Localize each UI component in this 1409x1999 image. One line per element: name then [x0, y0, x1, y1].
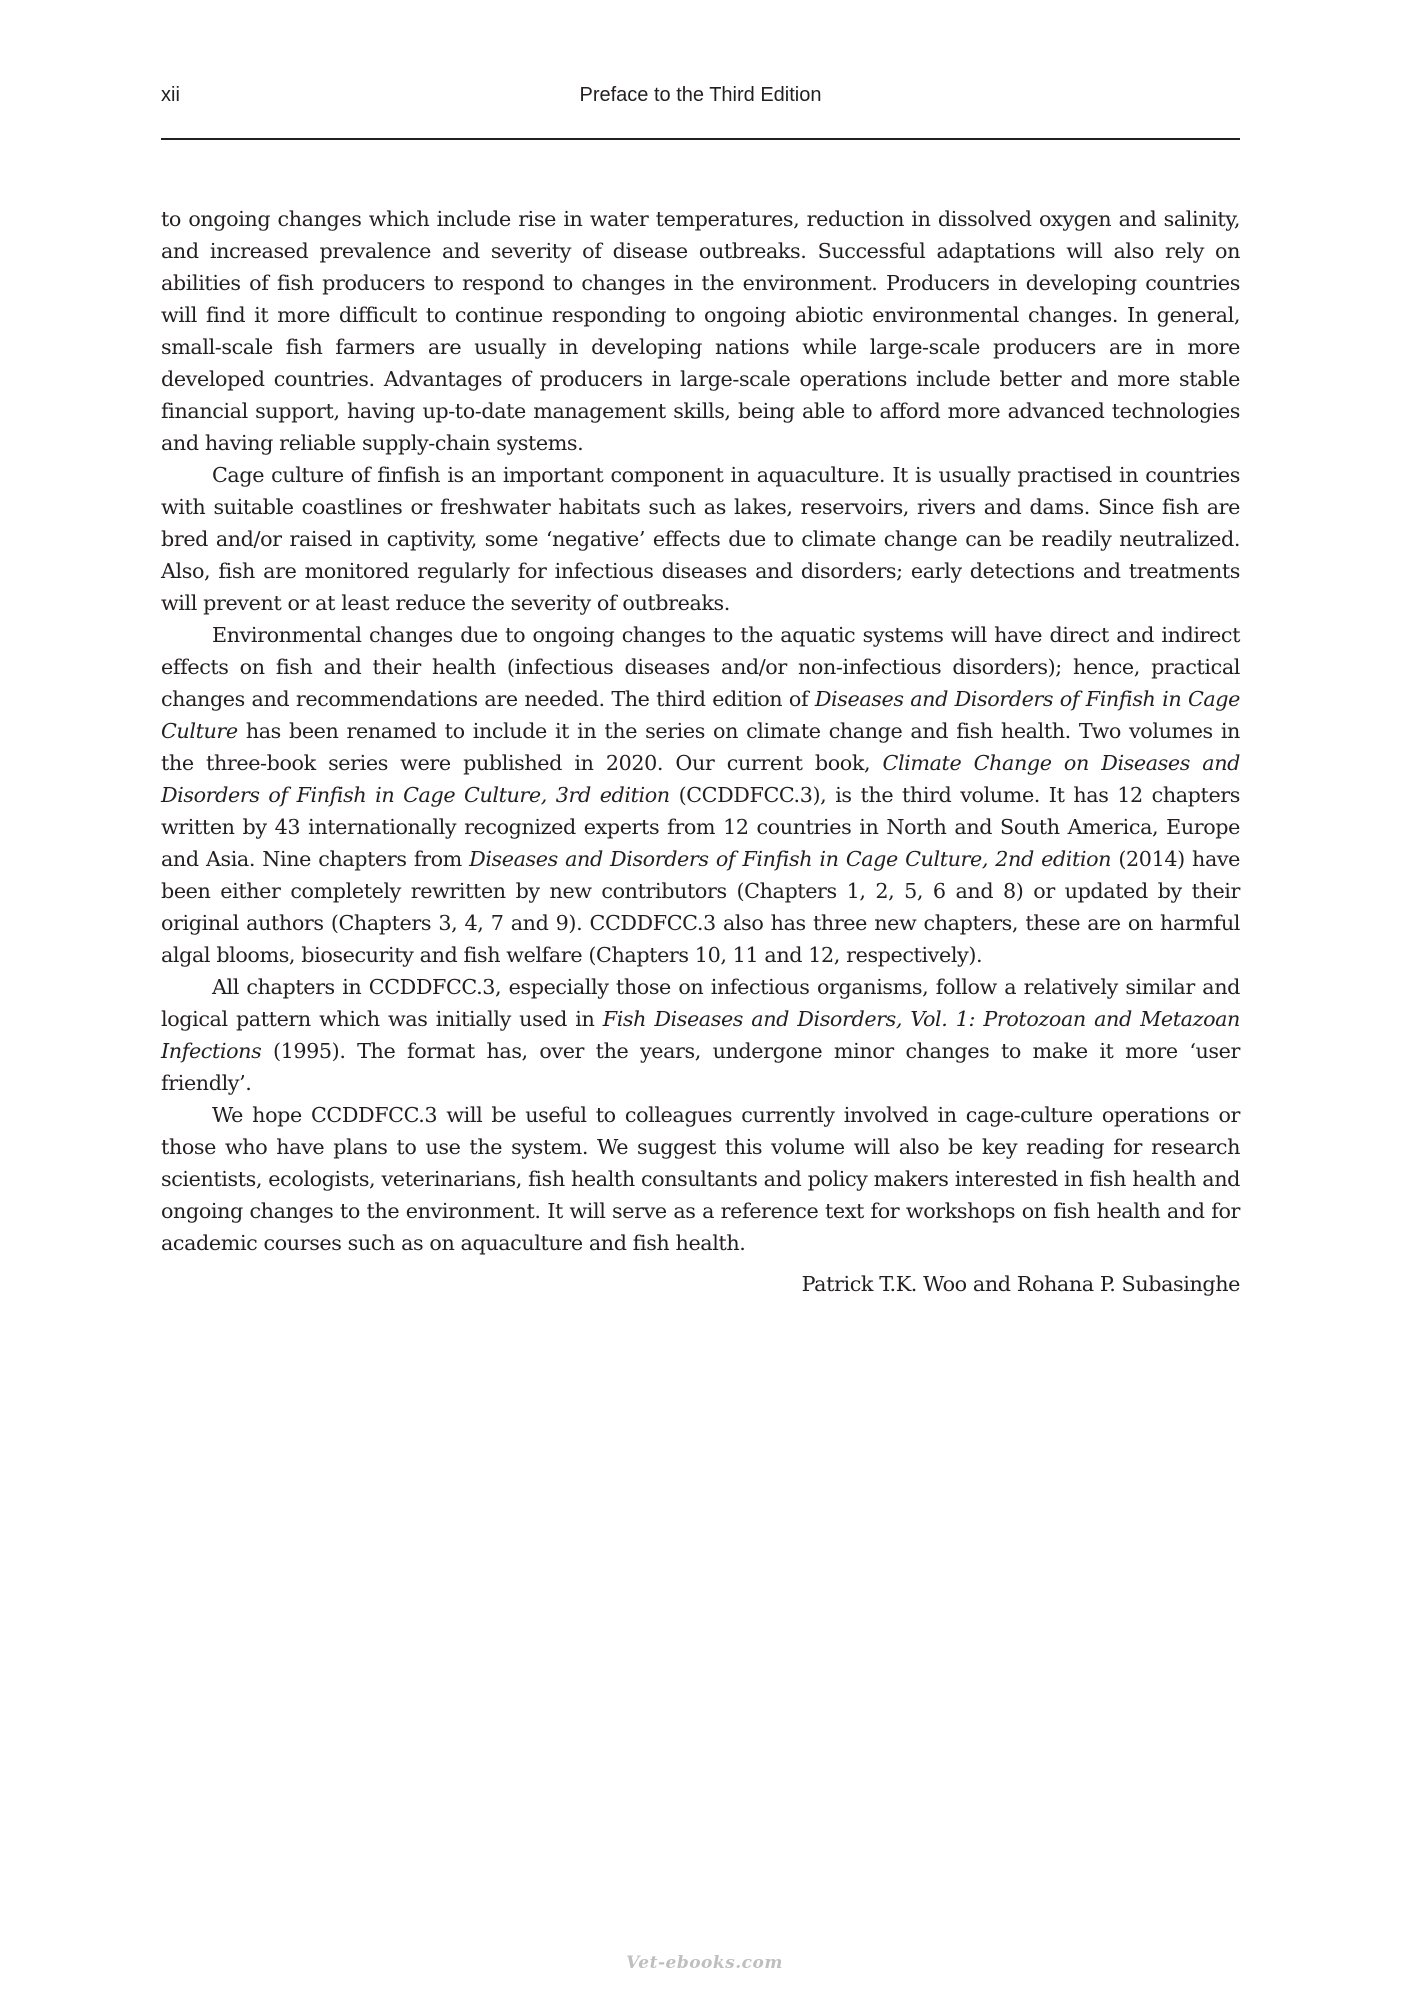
paragraph-3 — [161, 619, 1240, 971]
signature: Patrick T.K. Woo and Rohana P. Subasinghe — [801, 1272, 1240, 1296]
paragraph-3-text: has been renamed to include it in the series on climate change and fish health. Two volumes in the three-book series were published in 2020. Our current book, — [161, 719, 1240, 775]
paragraph-3-text: (2014) have been either completely rewritten by new contributors (Chapters 1, 2, 5, 6 and 8) or updated by their original authors (Chapters 3, 4, 7 and 9). CCDDFCC.3 also has three new chapters, these are on harmful algal blooms, biosecurity and fish welfare (Chapters 10, 11 and 12, respectively). — [161, 847, 1241, 967]
watermark-logo: Vet-ebooks.com — [626, 1953, 783, 1973]
book-title-current: Climate Change on Diseases and Disorders of Finfish in Cage Culture, 3rd edition — [161, 751, 1240, 807]
paragraph-4 — [161, 971, 1240, 1099]
book-title-2nd-edition-full: Diseases and Disorders of Finfish in Cage Culture, 2nd edition — [469, 847, 1112, 871]
paragraph-3-text: Environmental changes due to ongoing changes to the aquatic systems will have direct and indirect effects on fish and their health (infectious diseases and/or non-infectious disorders); hence, practical changes and recommendations are needed. The third edition of — [161, 623, 1240, 711]
paragraph-2: Cage culture of finfish is an important component in aquaculture. It is usually practised in countries with suitable coastlines or freshwater habitats such as lakes, reservoirs, rivers and dams. Since fish are bred and/or raised in captivity, some ‘negative’ effects due to climate change can be readily neutralized. Also, fish are monitored regularly for infectious diseases and disorders; early detections and treatments will prevent or at least reduce the severity of outbreaks. — [161, 463, 1240, 615]
book-title-2nd-edition: Diseases and Disorders of Finfish in Cage Culture — [161, 687, 1240, 743]
preface-body — [161, 203, 1240, 1300]
page-header — [161, 78, 1240, 140]
paragraph-3-text: (CCDDFCC.3), is the third volume. It has 12 chapters written by 43 internationally recognized experts from 12 countries in North and South America, Europe and Asia. Nine chapters from — [161, 783, 1240, 871]
paragraph-5: We hope CCDDFCC.3 will be useful to colleagues currently involved in cage-culture operations or those who have plans to use the system. We suggest this volume will also be key reading for research scientists, ecologists, veterinarians, fish health consultants and policy makers interested in fish health and ongoing changes to the environment. It will serve as a reference text for workshops on fish health and for academic courses such as on aquaculture and fish health. — [161, 1103, 1240, 1255]
paragraph-4-text: (1995). The format has, over the years, undergone minor changes to make it more ‘user friendly’. — [161, 1039, 1240, 1095]
book-title-fish-diseases: Fish Diseases and Disorders, Vol. 1: Protozoan and Metazoan Infections — [161, 1007, 1240, 1063]
page-number: xii — [161, 84, 180, 106]
paragraph-4-text: All chapters in CCDDFCC.3, especially those on infectious organisms, follow a relatively similar and logical pattern which was initially used in — [161, 975, 1240, 1031]
paragraph-1: to ongoing changes which include rise in water temperatures, reduction in dissolved oxygen and salinity, and increased prevalence and severity of disease outbreaks. Successful adaptations will also rely on abilities of fish producers to respond to changes in the environment. Producers in developing countries will find it more difficult to continue responding to ongoing abiotic environmental changes. In general, small-scale fish farmers are usually in developing nations while large-scale producers are in more developed countries. Advantages of producers in large-scale operations include better and more stable financial support, having up-to-date management skills, being able to afford more advanced technologies and having reliable supply-chain systems. — [161, 207, 1240, 455]
running-head: Preface to the Third Edition — [579, 84, 822, 106]
